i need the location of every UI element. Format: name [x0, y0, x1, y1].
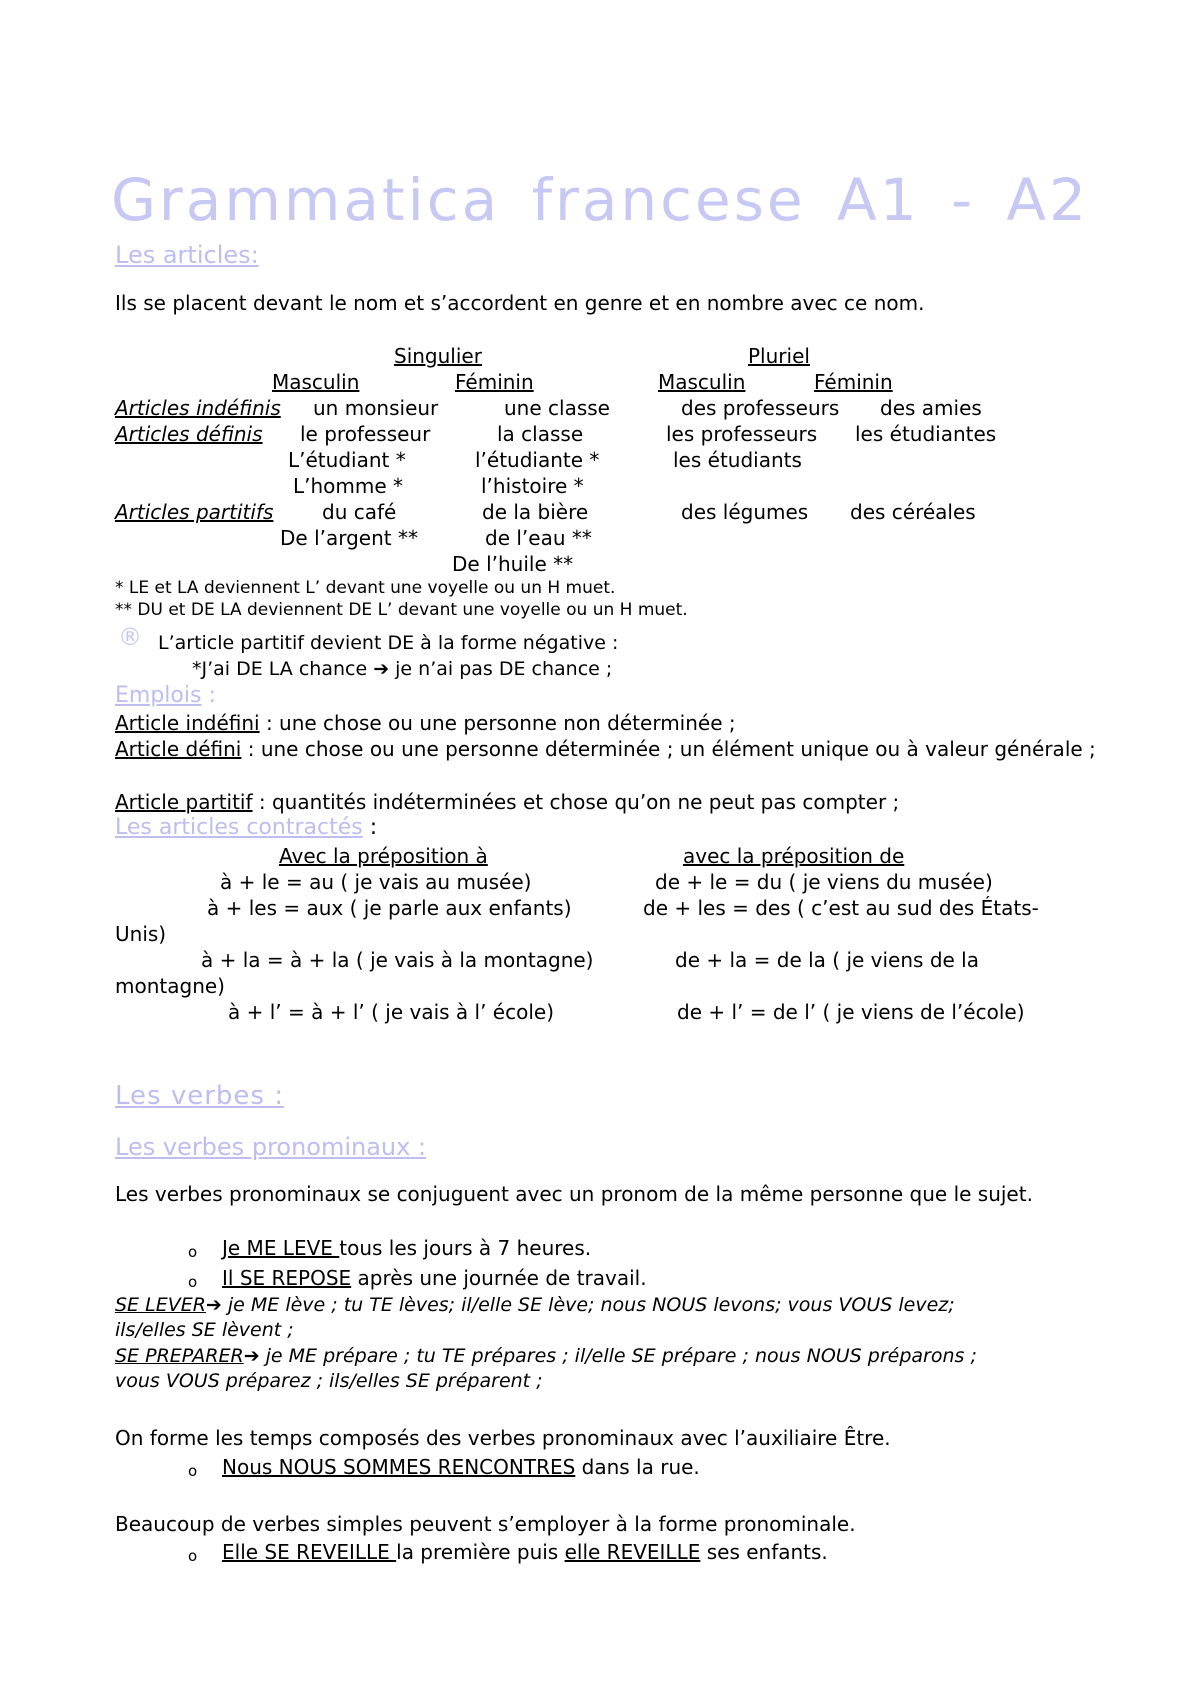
cell: De l’huile **	[452, 552, 574, 576]
pronominaux-intro: Les verbes pronominaux se conjuguent avec un pronom de la même personne que le sujet.	[115, 1182, 1033, 1206]
cell: L’étudiant *	[288, 448, 406, 472]
conjugaison-se-preparer-cont: vous VOUS préparez ; ils/elles SE préparent ;	[115, 1370, 543, 1392]
contractes-cell: à + la = à + la ( je vais à la montagne)	[201, 948, 594, 972]
arrow-right-icon: ➔	[243, 1345, 260, 1367]
contractes-cell: à + les = aux ( je parle aux enfants)	[207, 896, 572, 920]
conjugaison-se-preparer: SE PREPARER➔ je ME prépare ; tu TE prépares ; il/elle SE prépare ; nous NOUS préparons ;	[115, 1345, 977, 1367]
col-masculin-sing: Masculin	[272, 370, 360, 394]
section-heading-verbes: Les verbes :	[115, 1081, 284, 1111]
col-singulier: Singulier	[394, 344, 482, 368]
contractes-col-a: Avec la préposition à	[279, 844, 488, 868]
cell: l’histoire *	[481, 474, 584, 498]
col-masculin-plur: Masculin	[658, 370, 746, 394]
contractes-cell: de + les = des ( c’est au sud des États-	[643, 896, 1039, 920]
note-le-la: * LE et LA deviennent L’ devant une voyelle ou un H muet.	[115, 578, 616, 598]
cell: des céréales	[850, 500, 976, 524]
temps-composes: On forme les temps composés des verbes pronominaux avec l’auxiliaire Être.	[115, 1426, 891, 1450]
emplois-item: Article indéfini : une chose ou une personne non déterminée ;	[115, 711, 736, 735]
arrow-right-icon: ➔	[205, 1294, 222, 1316]
registered-icon: ®	[118, 623, 142, 651]
cell: une classe	[504, 396, 610, 420]
arrow-right-icon: ➔	[373, 658, 390, 680]
contractes-cell: montagne)	[115, 974, 225, 998]
example-se-rencontrer: Nous NOUS SOMMES RENCONTRES dans la rue.	[222, 1455, 700, 1479]
articles-intro: Ils se placent devant le nom et s’accordent en genre et en nombre avec ce nom.	[115, 291, 925, 315]
contractes-cell: Unis)	[115, 922, 167, 946]
contractes-cell: de + le = du ( je viens du musée)	[655, 870, 993, 894]
emplois-item: Article partitif : quantités indéterminées et chose qu’on ne peut pas compter ;	[115, 790, 900, 814]
conjugaison-se-lever-cont: ils/elles SE lèvent ;	[115, 1319, 294, 1341]
cell: le professeur	[300, 422, 431, 446]
cell: De l’argent **	[280, 526, 418, 550]
cell: les étudiants	[673, 448, 802, 472]
subheading-verbes-pronominaux: Les verbes pronominaux :	[115, 1133, 427, 1161]
contractes-heading: Les articles contractés :	[115, 815, 378, 840]
example-se-reveiller: Elle SE REVEILLE la première puis elle REVEILLE ses enfants.	[222, 1540, 828, 1564]
example-se-lever: Je ME LEVE tous les jours à 7 heures.	[222, 1236, 592, 1260]
cell: un monsieur	[313, 396, 439, 420]
bullet-marker: o	[188, 1243, 198, 1261]
contractes-cell: de + l’ = de l’ ( je viens de l’école)	[677, 1000, 1025, 1024]
cell: les étudiantes	[855, 422, 997, 446]
cell: de l’eau **	[485, 526, 592, 550]
cell: L’homme *	[293, 474, 404, 498]
cell: les professeurs	[666, 422, 818, 446]
section-heading-articles: Les articles:	[115, 241, 259, 269]
col-feminin-sing: Féminin	[455, 370, 534, 394]
cell: du café	[322, 500, 397, 524]
cell: de la bière	[482, 500, 589, 524]
cell: des amies	[880, 396, 982, 420]
col-feminin-plur: Féminin	[814, 370, 893, 394]
emplois-item: Article défini : une chose ou une personne déterminée ; un élément unique ou à valeur générale ;	[115, 737, 1096, 761]
row-label-definis: Articles définis	[115, 422, 263, 446]
emplois-heading: Emplois :	[115, 683, 216, 708]
contractes-cell: à + l’ = à + l’ ( je vais à l’ école)	[228, 1000, 555, 1024]
cell: des légumes	[681, 500, 809, 524]
contractes-cell: de + la = de la ( je viens de la	[675, 948, 979, 972]
bullet-marker: o	[188, 1547, 198, 1565]
contractes-col-de: avec la préposition de	[683, 844, 905, 868]
row-label-partitifs: Articles partitifs	[115, 500, 274, 524]
cell: des professeurs	[681, 396, 840, 420]
negative-rule: L’article partitif devient DE à la forme négative :	[158, 632, 619, 654]
forme-pronominale: Beaucoup de verbes simples peuvent s’employer à la forme pronominale.	[115, 1512, 856, 1536]
conjugaison-se-lever: SE LEVER➔ je ME lève ; tu TE lèves; il/elle SE lève; nous NOUS levons; vous VOUS levez;	[115, 1294, 955, 1316]
negative-example: *J’ai DE LA chance ➔ je n’ai pas DE chance ;	[192, 658, 613, 680]
contractes-cell: à + le = au ( je vais au musée)	[220, 870, 532, 894]
cell: l’étudiante *	[475, 448, 600, 472]
col-pluriel: Pluriel	[748, 344, 810, 368]
bullet-marker: o	[188, 1462, 198, 1480]
note-du-de-la: ** DU et DE LA deviennent DE L’ devant une voyelle ou un H muet.	[115, 600, 688, 620]
cell: la classe	[497, 422, 584, 446]
example-se-reposer: Il SE REPOSE après une journée de travail.	[222, 1266, 647, 1290]
document-title: Grammatica francese A1 - A2	[110, 166, 1090, 234]
row-label-indefinis: Articles indéfinis	[115, 396, 281, 420]
bullet-marker: o	[188, 1273, 198, 1291]
